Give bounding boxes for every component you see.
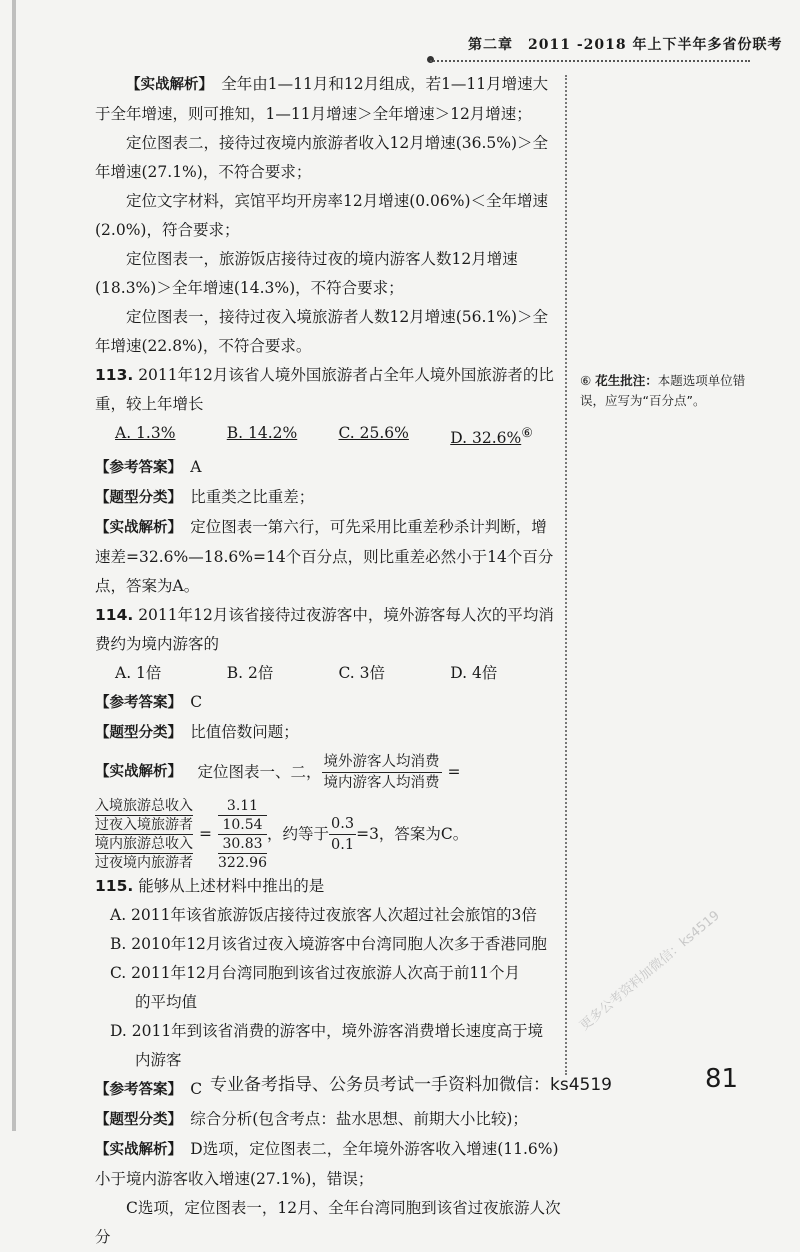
analysis-115-p2: C选项，定位图表一，12月、全年台湾同胞到该省过夜旅游人次分 [95, 1199, 561, 1247]
analysis-112-p5: 定位图表一，接待过夜入境旅游者人数12月增速(56.1%)＞全年增速(22.8%)，不符合要求。 [95, 308, 549, 355]
option-a: A. 1.3% [115, 424, 176, 442]
analysis-114-formula: 入境旅游总收入 过夜入境旅游者 境内旅游总收入 过夜境内旅游者 = 3.11 10.54 30.83 322.96 ，约等于 $\frac{0.3}{0.1}$ =3，答案为C。 [95, 798, 469, 872]
option-b: B. 2倍 [226, 664, 274, 683]
type-114: 【题型分类】 比值倍数问题； [95, 723, 299, 742]
question-114-options [95, 659, 562, 688]
definition-fraction: 入境旅游总收入 过夜入境旅游者 境内旅游总收入 过夜境内旅游者 [95, 798, 193, 872]
question-114: 114. 2011年12月该省接待过夜游客中，境外游客每人次的平均消费约为境内游客的 [95, 606, 554, 654]
answer-113: 【参考答案】 A [95, 458, 202, 477]
answer-115: 【参考答案】 C [95, 1080, 203, 1099]
option-b: B. 14.2% [226, 424, 298, 442]
question-115: 115. 能够从上述材料中推出的是 [95, 877, 325, 896]
option-c: C. 2011年12月台湾同胞到该省过夜旅游人次高于前11个月 [110, 964, 521, 983]
option-a: A. 2011年该省旅游饭店接待过夜旅客人次超过社会旅馆的3倍 [110, 906, 537, 925]
approx-fraction: $\frac{0.3}{0.1}$ [331, 816, 355, 854]
running-header: 第二章 2011 -2018 年上下半年多省份联考 [468, 37, 783, 53]
answer-114: 【参考答案】 C [95, 693, 203, 712]
type-115: 【题型分类】 综合分析(包含考点：盐水思想、前期大小比较)； [95, 1110, 528, 1129]
question-113: 113. 2011年12月该省人境外国旅游者占全年人境外国旅游者的比重，较上年增长 [95, 366, 554, 413]
option-d: D. 32.6%⑥ [450, 426, 533, 448]
option-d: D. 4倍 [450, 664, 498, 683]
watermark: 更多公考资料加微信：ks4519 [577, 908, 723, 1034]
footnote-mark: ⑥ [521, 426, 533, 441]
option-b: B. 2010年12月该省过夜入境游客中台湾同胞人次多于香港同胞 [110, 935, 547, 954]
analysis-112-p1: 【实战解析】 全年由1—11月和12月组成，若1—11月增速大于全年增速，则可推知，1—11月增速＞全年增速＞12月增速； [95, 75, 549, 123]
analysis-115-p1: 【实战解析】 D选项，定位图表二，全年境外游客收入增速(11.6%)小于境内游客收入增速(27.1%)，错误； [95, 1140, 559, 1189]
question-113-options [95, 419, 562, 453]
type-113: 【题型分类】 比重类之比重差； [95, 488, 315, 507]
question-115-options [95, 901, 562, 1075]
page-binding-edge [12, 0, 16, 1131]
analysis-112-p4: 定位图表一，旅游饭店接待过夜的境内游客人数12月增速(18.3%)＞全年增速(14.3%)，不符合要求； [95, 250, 518, 297]
margin-note: ⑥ 花生批注：本题选项单位错误，应写为“百分点”。 [580, 373, 746, 408]
option-c-cont: 的平均值 [135, 993, 198, 1012]
page-number: 81 [705, 1064, 739, 1094]
analysis-113: 【实战解析】 定位图表一第六行，可先采用比重差秒杀计判断，增速差=32.6%—18.6%=14个百分点，则比重差必然小于14个百分点，答案为A。 [95, 518, 554, 596]
option-c: C. 25.6% [338, 424, 409, 442]
option-d-cont: 内游客 [135, 1051, 182, 1070]
header-rule [430, 60, 750, 62]
analysis-112-p2: 定位图表二，接待过夜境内旅游者收入12月增速(36.5%)＞全年增速(27.1%)，不符合要求； [95, 134, 549, 181]
option-a: A. 1倍 [115, 664, 162, 683]
margin-divider [565, 75, 567, 1075]
option-d: D. 2011年到该省消费的游客中，境外游客消费增长速度高于境 [110, 1022, 544, 1041]
page-footer: 专业备考指导、公务员考试一手资料加微信：ks4519 [210, 1075, 612, 1095]
consumption-ratio: $\frac{\text{境外游客人均消费}}{\text{境内游客人均消费}}$ [323, 754, 440, 792]
analysis-114-line1: 【实战解析】 定位图表一、二， $\frac{\text{境外游客人均消费}}{\text{境内游客人均消费}}$ = [95, 754, 461, 792]
analysis-112-p3: 定位文字材料，宾馆平均开房率12月增速(0.06%)＜全年增速(2.0%)，符合要求； [95, 192, 549, 239]
value-fraction: 3.11 10.54 30.83 322.96 [218, 798, 267, 872]
option-c: C. 3倍 [338, 664, 386, 683]
